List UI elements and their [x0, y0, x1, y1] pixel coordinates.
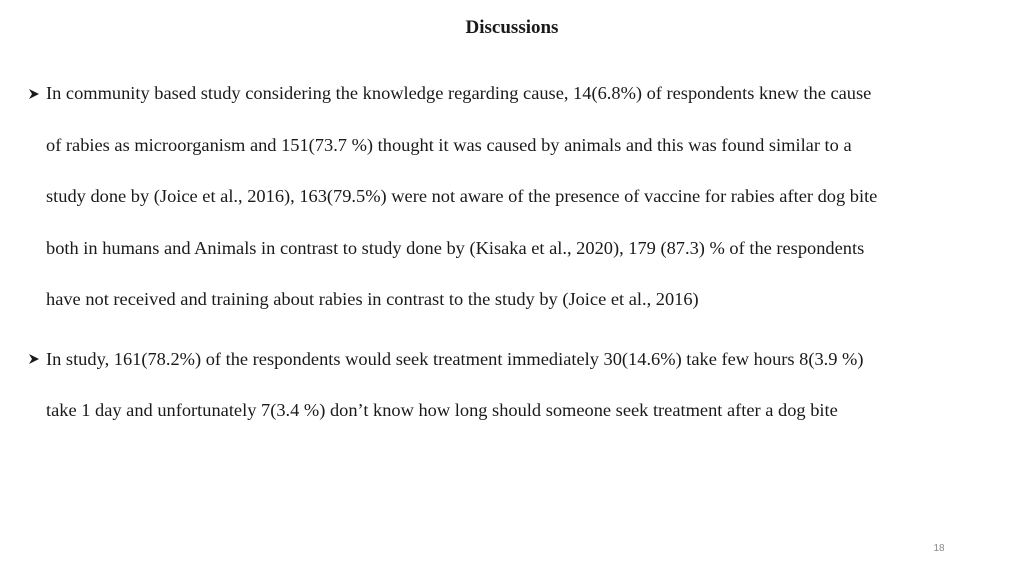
bullet-item — [28, 68, 1018, 326]
bullet-item — [28, 334, 1018, 437]
bullet-text-line: both in humans and Animals in contrast to study done by (Kisaka et al., 2020), 179 (87.3) % of the respondents — [46, 237, 865, 258]
bullet-text-line: study done by (Joice et al., 2016), 163(79.5%) were not aware of the presence of vaccine for rabies after dog bite — [46, 186, 878, 206]
bullet-text-line: take 1 day and unfortunately 7(3.4 %) don’t know how long should someone seek treatment after a dog bite — [46, 400, 838, 420]
bullet-text-line: have not received and training about rabies in contrast to the study by (Joice et al., 2016) — [46, 289, 699, 309]
arrowhead-bullet-icon — [28, 68, 44, 120]
bullet-text-line: In study, 161(78.2%) of the respondents would seek treatment immediately 30(14.6%) take few hours 8(3.9 %) — [46, 348, 864, 369]
bullet-text-line: In community based study considering the knowledge regarding cause, 14(6.8%) of respondents knew the cause — [46, 83, 872, 103]
slide-title: Discussions — [465, 17, 559, 38]
bullet-text-line: of rabies as microorganism and 151(73.7 %) thought it was caused by animals and this was found similar to a — [46, 134, 852, 155]
arrowhead-bullet-icon — [28, 334, 44, 386]
bullet-list — [28, 68, 1018, 445]
page-number: 18 — [933, 543, 945, 554]
